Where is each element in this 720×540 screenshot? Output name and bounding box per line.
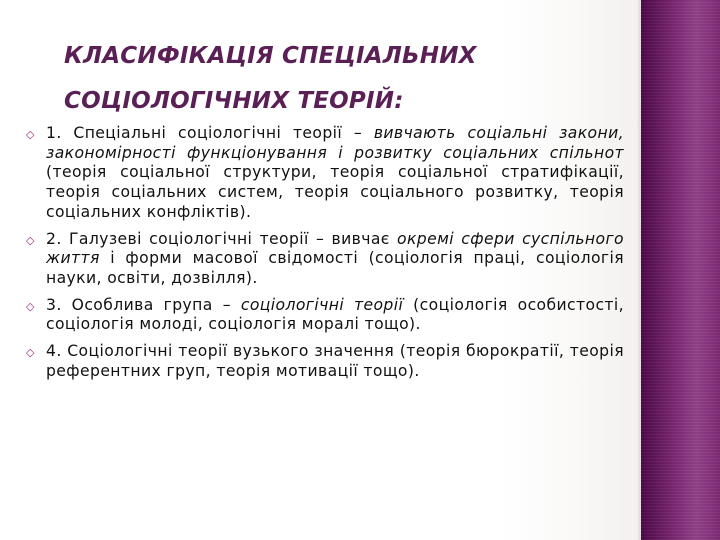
diamond-bullet-icon: ◇ (26, 346, 35, 360)
diamond-bullet-icon: ◇ (26, 233, 35, 247)
list-item-text: 2. Галузеві соціологічні теорії – вивчає окремі сфери суспільного життя і форми масової свідомості (соціологія праці, соціологія науки, освіти, дозвілля). (46, 229, 625, 287)
title-line-1: КЛАСИФІКАЦІЯ СПЕЦІАЛЬНИХ (64, 43, 477, 69)
title-line-2: СОЦІОЛОГІЧНИХ ТЕОРІЙ: (64, 88, 404, 114)
list-item-text: 3. Особлива група – соціологічні теорії (соціологія особистості, соціологія молоді, соціологія моралі тощо). (46, 295, 624, 334)
decorative-side-bar (641, 0, 720, 540)
bullet-list (24, 124, 624, 388)
list-item (24, 124, 624, 223)
slide-title (64, 34, 624, 124)
list-item-text: 1. Спеціальні соціологічні теорії – вивчають соціальні закони, закономірності функціонування і розвитку соціальних спільнот (теорія соціальної структури, теорія соціальної стратифікації, теорія соціальних систем, теорія соціального розвитку, теорія соціальних конфліктів). (46, 124, 624, 221)
list-item (24, 296, 624, 335)
list-item-text: 4. Соціологічні теорії вузького значення (теорія бюрократії, теорія референтних груп, теорія мотивації тощо). (46, 342, 624, 380)
list-item (24, 230, 624, 289)
diamond-bullet-icon: ◇ (26, 299, 35, 313)
list-item (24, 342, 624, 381)
diamond-bullet-icon: ◇ (26, 128, 35, 141)
